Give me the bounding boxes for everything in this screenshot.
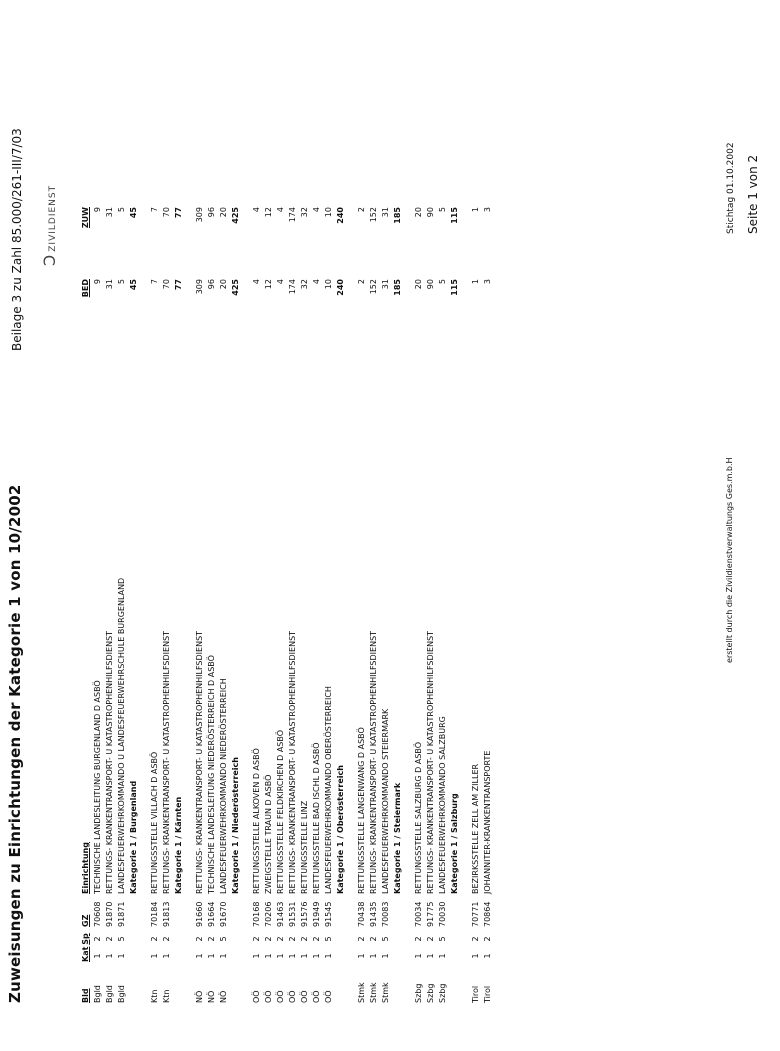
cell-sp: 5 — [219, 936, 228, 942]
table-row — [116, 3, 127, 1003]
cell-zuw: 240 — [336, 207, 345, 224]
cell-sp: 2 — [483, 936, 492, 942]
cell-bed: 152 — [369, 279, 378, 295]
cell-name: LANDESFEUERWEHRKOMMANDO STEIERMARK — [381, 708, 390, 894]
cell-bld: Stmk — [369, 982, 378, 1003]
cell-sp: Sp — [81, 933, 90, 945]
cell-bld: Bgld — [105, 985, 114, 1003]
cell-bed: 10 — [324, 279, 333, 290]
cell-zuw: 5 — [117, 207, 126, 213]
cell-kat: 1 — [219, 953, 228, 959]
cell-gz: 70168 — [252, 901, 261, 927]
attachment-reference: Beilage 3 zu Zahl 85.000/261-III/7/03 — [10, 128, 24, 351]
cell-name: RETTUNGSSTELLE BAD ISCHL D ASBÖ — [312, 742, 321, 894]
cell-bed: 309 — [195, 279, 204, 295]
cell-bed: 31 — [381, 279, 390, 290]
cell-gz: 70864 — [483, 901, 492, 927]
cell-name: RETTUNGS- KRANKENTRANSPORT- U KATASTROPHENHILFSDIENST — [105, 630, 114, 894]
cell-gz: 91871 — [117, 901, 126, 927]
cell-name: Kategorie 1 / Niederösterreich — [231, 757, 240, 894]
cell-bed: 32 — [300, 279, 309, 290]
cell-bed: 174 — [288, 279, 297, 295]
cell-kat: 1 — [312, 953, 321, 959]
cell-bld: Ktn — [150, 989, 159, 1003]
cell-gz: 70608 — [93, 901, 102, 927]
cell-bed: 185 — [393, 279, 402, 296]
cell-kat: 1 — [162, 953, 171, 959]
cell-bed: 20 — [414, 279, 423, 290]
cell-kat: 1 — [414, 953, 423, 959]
table-row — [263, 3, 274, 1003]
cell-bed: 9 — [93, 279, 102, 285]
cell-name: Kategorie 1 / Steiermark — [393, 782, 402, 894]
table-row — [251, 3, 262, 1003]
cell-bld: Szbg — [438, 983, 447, 1003]
table-row — [287, 3, 298, 1003]
cell-sp: 2 — [357, 936, 366, 942]
cell-zuw: 1 — [471, 207, 480, 213]
cell-kat: 1 — [357, 953, 366, 959]
cell-name: Kategorie 1 / Kärnten — [174, 796, 183, 894]
cell-sp: 2 — [150, 936, 159, 942]
cell-bld: Tirol — [471, 985, 480, 1003]
cell-gz: 91463 — [276, 901, 285, 927]
zivildienst-logo — [40, 185, 59, 266]
footer-credit: erstellt durch die Zivildienstverwaltungs Ges.m.b.H — [725, 457, 734, 663]
cell-sp: 2 — [288, 936, 297, 942]
cell-sp: 2 — [195, 936, 204, 942]
cell-bld: OÖ — [312, 990, 321, 1003]
table-row — [413, 3, 424, 1003]
cell-bed: 90 — [426, 279, 435, 290]
cell-sp: 2 — [426, 936, 435, 942]
cell-sp: 2 — [471, 936, 480, 942]
cell-bld: NÖ — [207, 990, 216, 1003]
cell-bed: 7 — [150, 279, 159, 285]
category-total-row — [449, 3, 460, 1003]
table-row — [368, 3, 379, 1003]
cell-bed: 5 — [117, 279, 126, 285]
cell-zuw: 4 — [312, 207, 321, 213]
cell-bld: Stmk — [381, 982, 390, 1003]
cell-kat: Kat — [81, 946, 90, 962]
cell-bed: 240 — [336, 279, 345, 296]
cell-bld: Szbg — [426, 983, 435, 1003]
cell-bed: 5 — [438, 279, 447, 285]
cell-gz: 91664 — [207, 901, 216, 927]
cell-kat: 1 — [324, 953, 333, 959]
table-row — [299, 3, 310, 1003]
cell-kat: 1 — [207, 953, 216, 959]
cell-gz: 70034 — [414, 901, 423, 927]
cell-zuw: 32 — [300, 207, 309, 218]
cell-zuw: 425 — [231, 207, 240, 224]
cell-gz: 91435 — [369, 901, 378, 927]
table-row — [161, 3, 172, 1003]
table-row — [356, 3, 367, 1003]
cell-kat: 1 — [150, 953, 159, 959]
cell-zuw: 174 — [288, 207, 297, 223]
cell-bld: OÖ — [276, 990, 285, 1003]
cell-kat: 1 — [105, 953, 114, 959]
cell-name: RETTUNGS- KRANKENTRANSPORT- U KATASTROPHENHILFSDIENST — [369, 630, 378, 894]
cell-name: RETTUNGSSTELLE FELDKIRCHEN D ASBÖ — [276, 729, 285, 894]
cell-name: LANDESFEUERWEHRKOMMANDO U LANDESFEUERWEHRSCHULE BURGENLAND — [117, 577, 126, 894]
cell-name: JOHANNITER-KRANKENTRANSPORTE — [483, 750, 492, 894]
table-row — [104, 3, 115, 1003]
cell-sp: 2 — [252, 936, 261, 942]
cell-bld: OÖ — [300, 990, 309, 1003]
cell-zuw: 7 — [150, 207, 159, 213]
cell-name: LANDESFEUERWEHRKOMMANDO SALZBURG — [438, 716, 447, 894]
cell-kat: 1 — [195, 953, 204, 959]
cell-zuw: 9 — [93, 207, 102, 213]
cell-sp: 2 — [300, 936, 309, 942]
cell-zuw: 5 — [438, 207, 447, 213]
category-total-row — [335, 3, 346, 1003]
cell-gz: GZ — [81, 914, 90, 927]
cell-kat: 1 — [369, 953, 378, 959]
cell-gz: 70083 — [381, 901, 390, 927]
cell-zuw: 77 — [174, 207, 183, 219]
category-total-row — [128, 3, 139, 1003]
cell-gz: 70030 — [438, 901, 447, 927]
table-row — [437, 3, 448, 1003]
cell-name: RETTUNGSSTELLE SALZBURG D ASBÖ — [414, 741, 423, 894]
cell-gz: 91670 — [219, 901, 228, 927]
table-row — [194, 3, 205, 1003]
cell-name: RETTUNGS- KRANKENTRANSPORT- U KATASTROPHENHILFSDIENST — [162, 630, 171, 894]
cell-sp: 2 — [276, 936, 285, 942]
cell-bld: Bld — [81, 988, 90, 1003]
category-total-row — [230, 3, 241, 1003]
logo-text: ZIVILDIENST — [48, 184, 58, 252]
cell-gz: 91870 — [105, 901, 114, 927]
cell-zuw: 20 — [414, 207, 423, 218]
cell-name: Einrichtung — [81, 842, 90, 894]
cell-zuw: 31 — [105, 207, 114, 218]
cell-kat: 1 — [93, 953, 102, 959]
cell-zuw: 90 — [426, 207, 435, 218]
cell-bed: 20 — [219, 279, 228, 290]
cell-sp: 2 — [369, 936, 378, 942]
cell-bed: 12 — [264, 279, 273, 290]
document-title: Zuweisungen zu Einrichtungen der Kategorie 1 von 10/2002 — [6, 484, 24, 1003]
cell-name: LANDESFEUERWEHRKOMMANDO NIEDERÖSTERREICH — [219, 678, 228, 894]
cell-bed: 96 — [207, 279, 216, 290]
table-row — [470, 3, 481, 1003]
cell-sp: 5 — [324, 936, 333, 942]
cell-zuw: 2 — [357, 207, 366, 213]
cell-kat: 1 — [483, 953, 492, 959]
cell-bed: 3 — [483, 279, 492, 285]
cell-kat: 1 — [276, 953, 285, 959]
cell-bed: 4 — [252, 279, 261, 285]
cell-kat: 1 — [438, 953, 447, 959]
cell-name: RETTUNGSSTELLE ALKOVEN D ASBÖ — [252, 748, 261, 894]
cell-gz: 70184 — [150, 901, 159, 927]
cell-zuw: 4 — [252, 207, 261, 213]
cell-bed: 2 — [357, 279, 366, 285]
cell-kat: 1 — [381, 953, 390, 959]
cell-bed: 70 — [162, 279, 171, 290]
cell-bed: 425 — [231, 279, 240, 296]
category-total-row — [173, 3, 184, 1003]
table-row — [92, 3, 103, 1003]
page-number: Seite 1 von 2 — [746, 154, 760, 234]
cell-gz: 70771 — [471, 901, 480, 927]
cell-sp: 2 — [105, 936, 114, 942]
cell-bed: 45 — [129, 279, 138, 291]
cell-zuw: 31 — [381, 207, 390, 218]
cell-kat: 1 — [288, 953, 297, 959]
cell-bed: 77 — [174, 279, 183, 291]
cell-sp: 5 — [117, 936, 126, 942]
cell-zuw: 12 — [264, 207, 273, 218]
cell-name: BEZIRKSSTELLE ZELL AM ZILLER — [471, 763, 480, 894]
cell-bed: 1 — [471, 279, 480, 285]
cell-name: Kategorie 1 / Salzburg — [450, 793, 459, 894]
cell-gz: 91531 — [288, 901, 297, 927]
cell-name: RETTUNGS- KRANKENTRANSPORT- U KATASTROPHENHILFSDIENST — [288, 630, 297, 894]
cell-zuw: 96 — [207, 207, 216, 218]
cell-bed: 4 — [312, 279, 321, 285]
table-row — [380, 3, 391, 1003]
cell-sp: 2 — [312, 936, 321, 942]
cell-sp: 5 — [438, 936, 447, 942]
cell-zuw: 309 — [195, 207, 204, 223]
table-row — [275, 3, 286, 1003]
cell-kat: 1 — [264, 953, 273, 959]
cell-kat: 1 — [117, 953, 126, 959]
cell-bld: Ktn — [162, 989, 171, 1003]
cell-zuw: 115 — [450, 207, 459, 224]
cell-kat: 1 — [426, 953, 435, 959]
cell-bld: OÖ — [288, 990, 297, 1003]
cell-kat: 1 — [300, 953, 309, 959]
cell-name: RETTUNGS- KRANKENTRANSPORT- U KATASTROPHENHILFSDIENST — [195, 630, 204, 894]
cell-sp: 2 — [93, 936, 102, 942]
cell-kat: 1 — [471, 953, 480, 959]
table-row — [206, 3, 217, 1003]
cell-zuw: ZUW — [81, 207, 90, 229]
table-row — [482, 3, 493, 1003]
cell-bld: OÖ — [252, 990, 261, 1003]
logo-swirl-icon: Ɔ — [40, 253, 59, 266]
cell-name: Kategorie 1 / Burgenland — [129, 780, 138, 894]
cell-bld: Tirol — [483, 985, 492, 1003]
cell-bed: 4 — [276, 279, 285, 285]
cell-zuw: 20 — [219, 207, 228, 218]
cell-bed: BED — [81, 279, 90, 298]
cell-zuw: 4 — [276, 207, 285, 213]
cell-sp: 2 — [414, 936, 423, 942]
footer-date: Stichtag 01.10.2002 — [726, 142, 736, 234]
cell-sp: 5 — [381, 936, 390, 942]
cell-zuw: 185 — [393, 207, 402, 224]
cell-gz: 91813 — [162, 901, 171, 927]
cell-gz: 70438 — [357, 901, 366, 927]
cell-zuw: 70 — [162, 207, 171, 218]
table-row — [311, 3, 322, 1003]
cell-gz: 91949 — [312, 901, 321, 927]
cell-name: TECHNISCHE LANDESLEITUNG BURGENLAND D ASBÖ — [93, 680, 102, 894]
cell-sp: 2 — [162, 936, 171, 942]
cell-zuw: 3 — [483, 207, 492, 213]
table-row — [425, 3, 436, 1003]
cell-name: RETTUNGSSTELLE LINZ — [300, 800, 309, 894]
cell-bld: NÖ — [219, 990, 228, 1003]
cell-name: Kategorie 1 / Oberösterreich — [336, 765, 345, 894]
table-header — [80, 3, 91, 1003]
cell-gz: 91775 — [426, 901, 435, 927]
cell-bld: Bgld — [93, 985, 102, 1003]
cell-bld: OÖ — [264, 990, 273, 1003]
cell-name: LANDESFEUERWEHRKOMMANDO OBERÖSTERREICH — [324, 686, 333, 894]
cell-name: RETTUNGS- KRANKENTRANSPORT- U KATASTROPHENHILFSDIENST — [426, 630, 435, 894]
cell-sp: 2 — [264, 936, 273, 942]
table-row — [323, 3, 334, 1003]
cell-bed: 115 — [450, 279, 459, 296]
cell-gz: 91545 — [324, 901, 333, 927]
cell-gz: 91660 — [195, 901, 204, 927]
cell-bld: NÖ — [195, 990, 204, 1003]
table-row — [218, 3, 229, 1003]
cell-zuw: 152 — [369, 207, 378, 223]
table-row — [149, 3, 160, 1003]
cell-bld: Stmk — [357, 982, 366, 1003]
cell-bld: Szbg — [414, 983, 423, 1003]
category-total-row — [392, 3, 403, 1003]
cell-gz: 70206 — [264, 901, 273, 927]
cell-zuw: 45 — [129, 207, 138, 219]
cell-bld: Bgld — [117, 985, 126, 1003]
cell-name: RETTUNGSSTELLE VILLACH D ASBÖ — [150, 751, 159, 894]
cell-bld: OÖ — [324, 990, 333, 1003]
cell-gz: 91576 — [300, 901, 309, 927]
cell-name: RETTUNGSSTELLE LANGENWANG D ASBÖ — [357, 727, 366, 894]
cell-name: TECHNISCHE LANDESLEITUNG NIEDERÖSTERREICH D ASBÖ — [207, 655, 216, 894]
cell-bed: 31 — [105, 279, 114, 290]
cell-kat: 1 — [252, 953, 261, 959]
cell-sp: 2 — [207, 936, 216, 942]
cell-name: ZWEIGSTELLE TRAUN D ASBÖ — [264, 774, 273, 894]
cell-zuw: 10 — [324, 207, 333, 218]
